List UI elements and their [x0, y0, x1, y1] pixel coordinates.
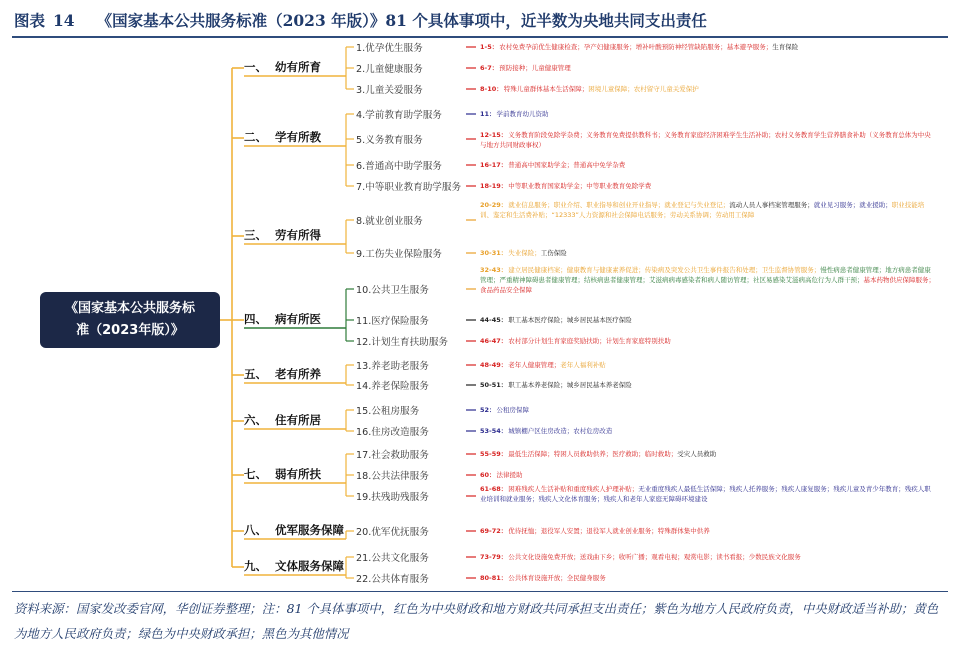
- category-node: [244, 412, 321, 428]
- root-line-2: 准（2023年版）》: [76, 323, 184, 338]
- detail-text: [480, 484, 936, 504]
- category-node: [244, 522, 344, 538]
- detail-index: 69-72：: [480, 527, 508, 535]
- detail-segment: 基本药物供应保障服务；食品药品安全保障: [480, 276, 935, 294]
- detail-index: 1-5：: [480, 43, 499, 51]
- detail-text: [480, 130, 936, 150]
- detail-index: 30-31：: [480, 249, 508, 257]
- detail-index: 48-49：: [480, 361, 508, 369]
- service-item: 7.中等职业教育助学服务: [356, 182, 462, 193]
- detail-text: [480, 109, 549, 119]
- detail-index: 73-79：: [480, 553, 508, 561]
- category-number: 二、: [244, 130, 267, 144]
- service-item: 6.普通高中助学服务: [356, 161, 442, 172]
- detail-text: [480, 248, 567, 258]
- service-item: 10.公共卫生服务: [356, 285, 429, 296]
- detail-text: [480, 63, 571, 73]
- detail-text: [480, 336, 671, 346]
- detail-segment: 城镇棚户区住房改造；农村危房改造: [508, 427, 613, 435]
- detail-index: 53-54：: [480, 427, 508, 435]
- detail-text: [480, 449, 716, 459]
- detail-segment: 义务教育阶段免除学杂费；义务教育免费提供教科书；义务教育家庭经济困难学生生活补助；农村义务教育学生营养膳食补助（义务教育总体为中央与地方共同财政事权）: [480, 131, 931, 149]
- category-label: 老有所养: [275, 367, 321, 381]
- detail-segment: 老年人福利补贴: [560, 361, 606, 369]
- detail-index: 80-81：: [480, 574, 508, 582]
- category-label: 住有所居: [275, 413, 321, 427]
- detail-index: 44-45：: [480, 316, 508, 324]
- detail-index: 20-29：: [480, 201, 508, 209]
- detail-segment: 职工基本医疗保险；城乡居民基本医疗保险: [508, 316, 632, 324]
- service-item: 9.工伤失业保险服务: [356, 249, 442, 260]
- detail-text: [480, 84, 699, 94]
- detail-segment: 农村免费孕前优生健康检查；孕产妇健康服务；增补叶酸预防神经管缺陷服务；基本避孕服务；: [499, 43, 773, 51]
- service-item: 11.医疗保险服务: [356, 316, 429, 327]
- detail-segment: 职业技能培训、鉴定和生活费补贴；“12333”人力资源和社会保障电话服务；劳动关系协调；劳动用工保障: [480, 201, 925, 219]
- detail-segment: 公租房保障: [496, 406, 530, 414]
- detail-text: [480, 405, 529, 415]
- detail-segment: 预防接种；儿童健康管理: [499, 64, 571, 72]
- detail-text: [480, 265, 936, 295]
- detail-segment: 建立居民健康档案；健康教育与健康素养促进；传染病及突发公共卫生事件报告和处理；卫生监督协管服务；: [508, 266, 821, 274]
- detail-text: [480, 552, 801, 562]
- detail-index: 11：: [480, 110, 496, 118]
- service-item: 21.公共文化服务: [356, 553, 429, 564]
- category-number: 五、: [244, 367, 267, 381]
- category-label: 文体服务保障: [275, 559, 344, 573]
- detail-segment: 优待抚恤；退役军人安置；退役军人就业创业服务；特殊群体集中供养: [508, 527, 710, 535]
- service-item: 20.优军优抚服务: [356, 527, 429, 538]
- source-note: 资料来源：国家发改委官网，华创证券整理；注：81 个具体事项中，红色为中央财政和地方财政共同承担支出责任；紫色为地方人民政府负责，中央财政适当补助；黄色为地方人民政府负责；绿色为中央财政承担；黑色为其他情况: [14, 601, 939, 641]
- service-item: 12.计划生育扶助服务: [356, 337, 449, 348]
- detail-segment: 失业保险；: [508, 249, 541, 257]
- service-item: 18.公共法律服务: [356, 471, 429, 482]
- detail-segment: 生育保险: [772, 43, 799, 51]
- service-item: 2.儿童健康服务: [356, 64, 423, 75]
- detail-segment: 就业见习服务；就业援助；: [813, 201, 892, 209]
- detail-segment: 职工基本养老保险；城乡居民基本养老保险: [508, 381, 632, 389]
- detail-segment: 困难残疾人生活补贴和重度残疾人护理补贴；: [508, 485, 639, 493]
- detail-segment: 受灾人员救助: [677, 450, 717, 458]
- detail-segment: 就业信息服务；职业介绍、职业指导和创业开业指导；就业登记与失业登记；: [508, 201, 730, 209]
- detail-segment: 工伤保险: [540, 249, 567, 257]
- detail-text: [480, 573, 606, 583]
- category-label: 幼有所育: [275, 60, 321, 74]
- detail-text: [480, 526, 710, 536]
- detail-text: [480, 42, 798, 52]
- category-number: 七、: [244, 467, 267, 481]
- detail-segment: 法律援助: [496, 471, 523, 479]
- detail-index: 6-7：: [480, 64, 499, 72]
- detail-segment: 流动人员人事档案管理服务；: [729, 201, 814, 209]
- category-node: [244, 227, 321, 243]
- service-item: 14.养老保险服务: [356, 381, 429, 392]
- figure-title-text: 《国家基本公共服务标准（2023 年版）》81 个具体事项中，近半数为央地共同支出责任: [96, 11, 707, 30]
- detail-segment: 普通高中国家助学金；普通高中免学杂费: [508, 161, 626, 169]
- detail-text: [480, 360, 606, 370]
- detail-index: 55-59：: [480, 450, 508, 458]
- service-item: 4.学前教育助学服务: [356, 110, 442, 121]
- category-number: 八、: [244, 523, 267, 537]
- category-node: [244, 466, 321, 482]
- detail-index: 50-51：: [480, 381, 508, 389]
- detail-index: 46-47：: [480, 337, 508, 345]
- detail-text: [480, 200, 936, 220]
- detail-text: [480, 380, 632, 390]
- detail-segment: 慢性病患者健康管理；地方病患者健康管理；严重精神障碍患者健康管理；结核病患者健康管理；艾滋病病毒感染者和病人随访管理；社区易感染艾滋病高危行为人群干预；: [480, 266, 931, 284]
- service-item: 3.儿童关爱服务: [356, 85, 423, 96]
- detail-segment: 公共体育设施开放；全民健身服务: [508, 574, 606, 582]
- detail-index: 32-43：: [480, 266, 508, 274]
- category-number: 三、: [244, 228, 267, 242]
- detail-index: 52：: [480, 406, 496, 414]
- detail-text: [480, 160, 625, 170]
- detail-index: 61-68：: [480, 485, 508, 493]
- category-number: 九、: [244, 559, 267, 573]
- category-node: [244, 129, 321, 145]
- detail-segment: 最低生活保障；特困人员救助供养；医疗救助；临时救助；: [508, 450, 678, 458]
- detail-segment: 无业重度残疾人最低生活保障；残疾人托养服务；残疾人康复服务；残疾儿童及青少年教育；残疾人职业培训和就业服务；残疾人文化体育服务；残疾人和老年人家庭无障碍环境建设: [480, 485, 931, 503]
- detail-segment: 中等职业教育国家助学金；中等职业教育免除学费: [508, 182, 652, 190]
- category-node: [244, 59, 321, 75]
- detail-text: [480, 181, 651, 191]
- detail-segment: 困境儿童保障；农村留守儿童关爱保护: [588, 85, 699, 93]
- category-node: [244, 558, 344, 574]
- service-item: 8.就业创业服务: [356, 216, 423, 227]
- root-node: [40, 292, 220, 348]
- service-item: 22.公共体育服务: [356, 574, 429, 585]
- detail-segment: 农村部分计划生育家庭奖励扶助；计划生育家庭特别扶助: [508, 337, 671, 345]
- category-label: 劳有所得: [275, 228, 321, 242]
- category-number: 六、: [244, 413, 267, 427]
- detail-index: 8-10：: [480, 85, 503, 93]
- service-item: 1.优孕优生服务: [356, 43, 423, 54]
- category-number: 一、: [244, 60, 267, 74]
- category-node: [244, 311, 321, 327]
- service-item: 15.公租房服务: [356, 406, 420, 417]
- category-label: 弱有所扶: [275, 467, 321, 481]
- service-item: 13.养老助老服务: [356, 361, 429, 372]
- detail-text: [480, 426, 612, 436]
- service-item: 5.义务教育服务: [356, 135, 423, 146]
- footer-rule: [12, 591, 948, 592]
- detail-index: 12-15：: [480, 131, 508, 139]
- category-label: 病有所医: [275, 312, 321, 326]
- category-label: 学有所教: [275, 130, 321, 144]
- detail-segment: 老年人健康管理；: [508, 361, 561, 369]
- category-number: 四、: [244, 312, 267, 326]
- detail-text: [480, 315, 632, 325]
- figure-number: 14: [53, 10, 75, 30]
- detail-text: [480, 470, 523, 480]
- detail-segment: 特殊儿童群体基本生活保障；: [503, 85, 589, 93]
- detail-segment: 学前教育幼儿资助: [496, 110, 549, 118]
- detail-index: 60：: [480, 471, 496, 479]
- service-item: 16.住房改造服务: [356, 427, 429, 438]
- figure-label: 图表: [14, 11, 46, 30]
- detail-index: 16-17：: [480, 161, 508, 169]
- category-label: 优军服务保障: [275, 523, 344, 537]
- detail-segment: 公共文化设施免费开放；送戏曲下乡；收听广播；观看电视；观赏电影；读书看报；少数民族文化服务: [508, 553, 801, 561]
- category-node: [244, 366, 321, 382]
- service-item: 17.社会救助服务: [356, 450, 429, 461]
- service-item: 19.扶残助残服务: [356, 492, 429, 503]
- detail-index: 18-19：: [480, 182, 508, 190]
- root-line-1: 《国家基本公共服务标: [64, 301, 195, 316]
